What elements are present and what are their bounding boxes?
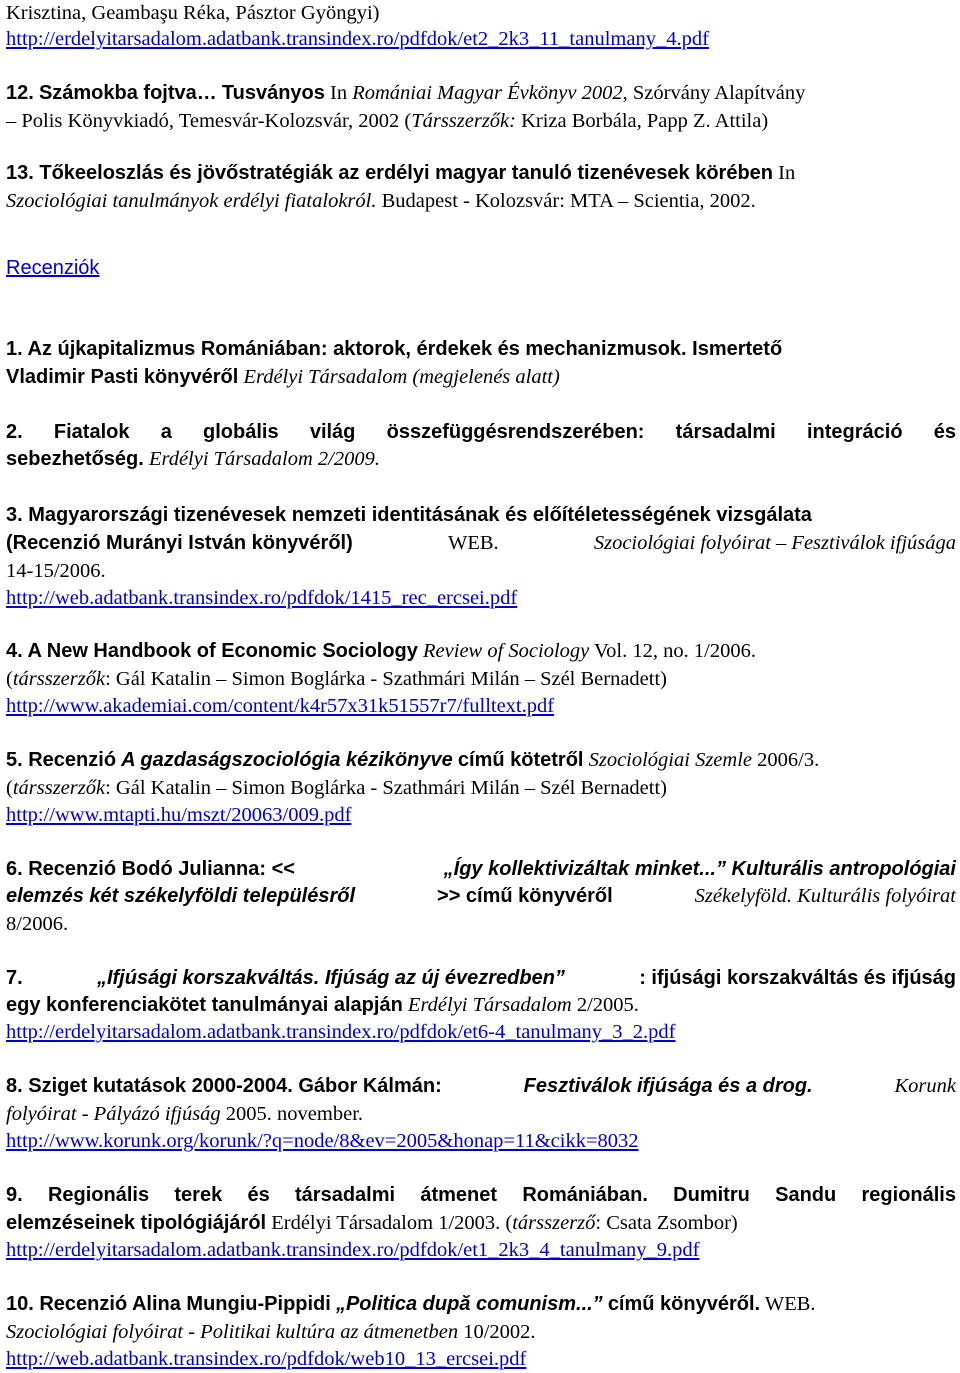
review-3-title-line1: 3. Magyarországi tizenévesek nemzeti identitásának és előítéletességének vizsgálata	[6, 504, 812, 526]
review-title-c: című könyvéről.	[607, 1293, 761, 1315]
coauthors-label: társszerzők	[12, 777, 106, 799]
review-title-italic: „Így kollektivizáltak minket...” Kulturális antropológiai	[443, 858, 956, 880]
review-source: Szociológiai Szemle	[588, 749, 753, 771]
publisher-text: – Polis Könyvkiadó, Temesvár-Kolozsvár, 2002 (	[6, 110, 412, 132]
review-1-title-line1: 1. Az újkapitalizmus Romániában: aktorok, érdekek és mechanizmusok. Ismertető	[6, 338, 783, 360]
coauthors-text: Kriza Borbála, Papp Z. Attila)	[515, 110, 769, 132]
review-source: Szociológiai folyóirat - Politikai kultúra az átmenetben	[6, 1321, 459, 1343]
web-label: WEB.	[447, 532, 499, 554]
section-heading-recenziok[interactable]: Recenziók	[6, 257, 100, 279]
review-4-line1	[6, 640, 756, 664]
review-4-link[interactable]: http://www.akademiai.com/content/k4r57x31k51557r7/fulltext.pdf	[6, 695, 555, 717]
review-9-title-line1: 9. Regionális terek és társadalmi átmenet Romániában. Dumitru Sandu regionális	[6, 1184, 956, 1206]
review-source: Erdélyi Társadalom (megjelenés alatt)	[243, 366, 560, 388]
publication-title: Számokba fojtva…	[38, 82, 217, 104]
review-5-line2: (társszerzők: Gál Katalin – Simon Boglárka - Szathmári Milán – Szél Bernadett)	[6, 777, 668, 799]
review-7-line2	[6, 994, 639, 1018]
review-8-line1	[6, 1075, 956, 1099]
review-9-line2	[6, 1212, 738, 1236]
review-source: Erdélyi Társadalom 2/2009.	[148, 448, 380, 470]
review-2-line2	[6, 448, 380, 472]
review-title: Vladimir Pasti könyvéről	[6, 366, 239, 388]
review-title: 6. Recenzió Bodó Julianna: <<	[6, 858, 295, 880]
review-rest: Vol. 12, no. 1/2006.	[589, 640, 756, 662]
in-label: In	[330, 82, 348, 104]
publication-number: 12.	[6, 82, 34, 104]
coauthors-text: : Gál Katalin – Simon Boglárka - Szathmári Milán – Szél Bernadett)	[105, 668, 668, 690]
publication-rest: Budapest - Kolozsvár: MTA – Scientia, 2002.	[376, 190, 756, 212]
review-title-d: egy konferenciakötet tanulmányai alapján	[6, 994, 403, 1016]
review-title: 8. Sziget kutatások 2000-2004. Gábor Kálmán:	[6, 1075, 442, 1097]
review-source: Erdélyi Társadalom 1/2003. (	[266, 1212, 513, 1234]
review-title: 10. Recenzió Alina Mungiu-Pippidi	[6, 1293, 331, 1315]
coauthors-text: : Gál Katalin – Simon Boglárka - Szathmári Milán – Szél Bernadett)	[105, 777, 668, 799]
review-7-link[interactable]: http://erdelyitarsadalom.adatbank.transindex.ro/pdfdok/et6-4_tanulmany_3_2.pdf	[6, 1021, 676, 1043]
review-10-line2	[6, 1321, 536, 1345]
review-10-link[interactable]: http://web.adatbank.transindex.ro/pdfdok/web10_13_ercsei.pdf	[6, 1348, 527, 1370]
in-label: In	[778, 162, 796, 184]
review-6-line1	[6, 858, 956, 881]
review-source: Erdélyi Társadalom	[407, 994, 572, 1016]
review-rest: 2/2005.	[571, 994, 639, 1016]
authors-line: Krisztina, Geambaşu Réka, Pásztor Gyöngyi)	[6, 2, 380, 24]
review-source: Szociológiai folyóirat – Fesztiválok ifjúsága	[593, 532, 956, 554]
publication-12-line2	[6, 110, 768, 134]
review-6-line2	[6, 885, 956, 909]
coauthors-label: társszerzők	[12, 668, 106, 690]
publication-title: 13. Tőkeeloszlás és jövőstratégiák az erdélyi magyar tanuló tizenévesek körében	[6, 162, 774, 184]
pdf-link[interactable]: http://erdelyitarsadalom.adatbank.transindex.ro/pdfdok/et2_2k3_11_tanulmany_4.pdf	[6, 28, 709, 50]
review-title: 5. Recenzió	[6, 749, 117, 771]
review-rest: 10/2002.	[458, 1321, 536, 1343]
review-title-d: >> című könyvéről	[437, 885, 613, 907]
review-2-title-line1: 2. Fiatalok a globális világ összefüggésrendszerében: társadalmi integráció és	[6, 421, 956, 443]
review-5-line1	[6, 749, 819, 773]
review-rest: 2006/3.	[752, 749, 820, 771]
publication-12-line1	[6, 82, 956, 106]
review-8-link[interactable]: http://www.korunk.org/korunk/?q=node/8&ev=2005&honap=11&cikk=8032	[6, 1130, 639, 1152]
coauthor-label: társszerző	[512, 1212, 596, 1234]
web-label: WEB.	[764, 1293, 816, 1315]
review-3-line2	[6, 532, 956, 556]
publication-title-b: Tusványos	[221, 82, 325, 104]
review-title: 4. A New Handbook of Economic Sociology	[6, 640, 418, 662]
review-6-issue: 8/2006.	[6, 913, 69, 935]
review-title-italic-2: elemzés két székelyföldi településről	[6, 885, 356, 907]
review-4-line2: (társszerzők: Gál Katalin – Simon Boglárka - Szathmári Milán – Szél Bernadett)	[6, 668, 668, 690]
review-title-c: : ifjúsági korszakváltás és ifjúság	[639, 967, 956, 989]
review-title: (Recenzió Murányi István könyvéről)	[6, 532, 353, 554]
review-3-link[interactable]: http://web.adatbank.transindex.ro/pdfdok/1415_rec_ercsei.pdf	[6, 587, 518, 609]
review-number: 7.	[6, 967, 23, 989]
review-10-line1	[6, 1293, 816, 1317]
review-title-italic: A gazdaságszociológia kézikönyve	[121, 749, 453, 771]
review-source-b: folyóirat - Pályázó ifjúság	[6, 1103, 221, 1125]
review-8-line2	[6, 1103, 363, 1127]
review-title: elemzéseinek tipológiájáról	[6, 1212, 267, 1234]
coauthor-text: : Csata Zsombor)	[595, 1212, 738, 1234]
review-source: Székelyföld. Kulturális folyóirat	[694, 885, 956, 907]
review-source: Review of Sociology	[423, 640, 590, 662]
publication-13-line2	[6, 190, 756, 214]
review-9-link[interactable]: http://erdelyitarsadalom.adatbank.transindex.ro/pdfdok/et1_2k3_4_tanulmany_9.pdf	[6, 1239, 700, 1261]
coauthors-label: Társszerzők:	[411, 110, 516, 132]
publication-source: Romániai Magyar Évkönyv 2002	[352, 82, 623, 104]
review-title-italic: „Ifjúsági korszakváltás. Ifjúság az új évezredben”	[96, 967, 565, 989]
review-source: Korunk	[894, 1075, 956, 1097]
review-7-line1	[6, 967, 956, 990]
publication-source: Szociológiai tanulmányok erdélyi fiatalokról.	[6, 190, 377, 212]
review-title-italic: Fesztiválok ifjúsága és a drog.	[523, 1075, 813, 1097]
review-title-c: című kötetről	[457, 749, 584, 771]
review-5-link[interactable]: http://www.mtapti.hu/mszt/20063/009.pdf	[6, 804, 352, 826]
review-title-italic: „Politica după comunism...”	[335, 1293, 603, 1315]
publication-13-line1	[6, 162, 795, 186]
review-1-line2	[6, 366, 560, 390]
review-3-issue: 14-15/2006.	[6, 560, 106, 582]
review-title: sebezhetőség.	[6, 448, 144, 470]
review-rest: 2005. november.	[220, 1103, 364, 1125]
publication-rest: , Szórvány Alapítvány	[622, 82, 806, 104]
